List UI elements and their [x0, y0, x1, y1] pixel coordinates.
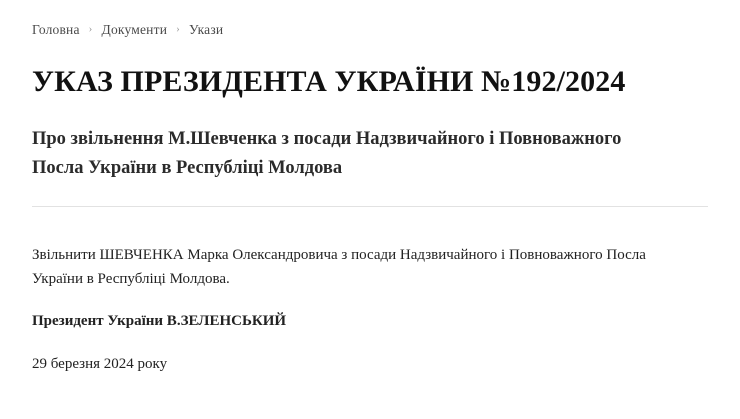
breadcrumb-item-decrees[interactable]: Укази [189, 22, 224, 37]
breadcrumb [32, 22, 708, 38]
page-title: УКАЗ ПРЕЗИДЕНТА УКРАЇНИ №192/2024 [32, 65, 626, 98]
document-date: 29 березня 2024 року [32, 355, 168, 372]
section-divider [32, 206, 708, 207]
document-signature: Президент України В.ЗЕЛЕНСЬКИЙ [32, 313, 287, 330]
breadcrumb-separator-icon: › [88, 23, 93, 35]
document-subtitle: Про звільнення М.Шевченка з посади Надзвичайного і Повноважного Посла України в Республіці Молдова [32, 129, 622, 178]
breadcrumb-separator-icon: › [176, 23, 181, 35]
breadcrumb-item-home[interactable]: Головна [32, 22, 80, 37]
breadcrumb-item-documents[interactable]: Документи [101, 22, 168, 37]
document-body-paragraph: Звільнити ШЕВЧЕНКА Марка Олександровича з посади Надзвичайного і Повноважного Посла України в Республіці Молдова. [32, 246, 646, 287]
document-body [32, 243, 708, 376]
